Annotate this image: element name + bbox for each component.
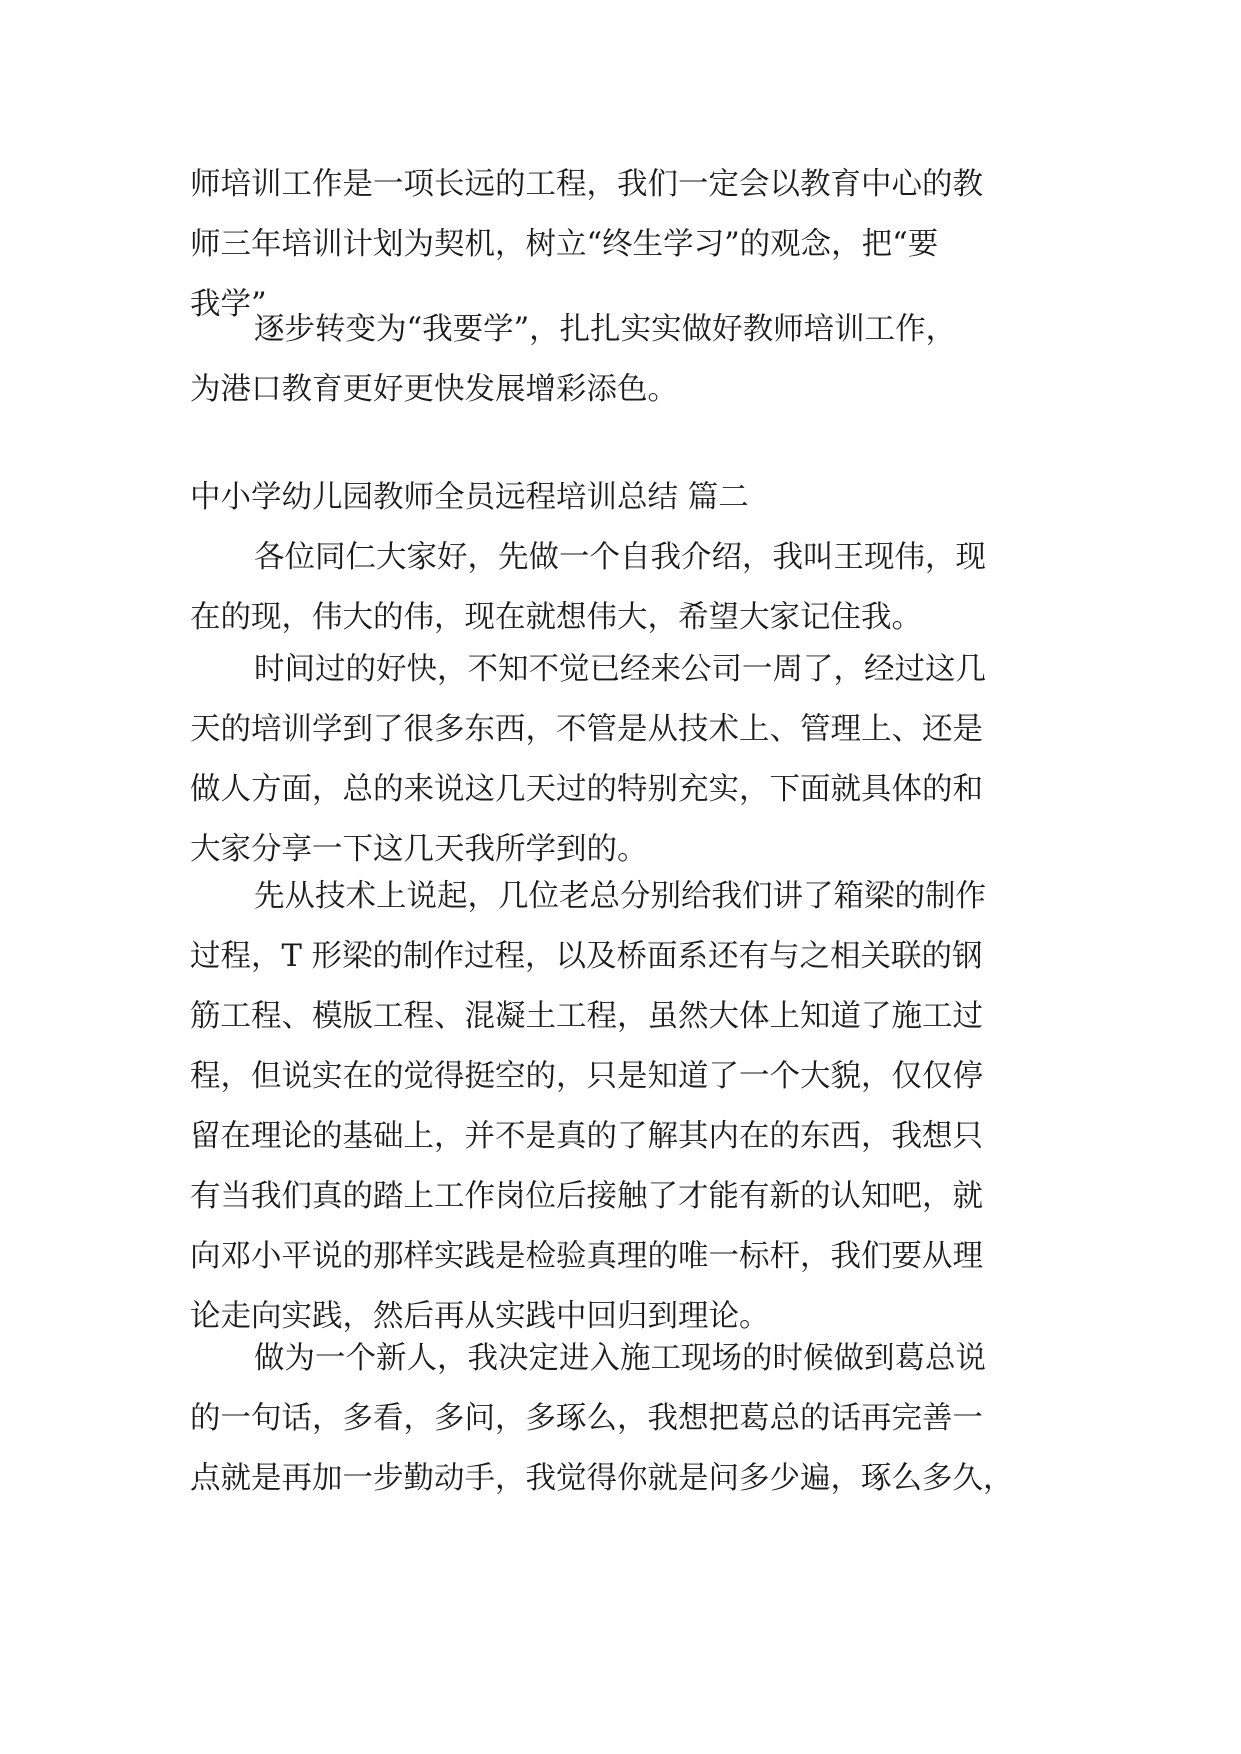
text-line: 有当我们真的踏上工作岗位后接触了才能有新的认知吧，就: [190, 1179, 983, 1214]
text-line: 做人方面，总的来说这几天过的特别充实，下面就具体的和: [190, 772, 983, 807]
text-line: 点就是再加一步勤动手，我觉得你就是问多少遍，琢么多久，: [190, 1461, 1014, 1496]
text-line: 师培训工作是一项长远的工程，我们一定会以教育中心的教: [190, 167, 983, 202]
text-line: 筋工程、模版工程、混凝土工程，虽然大体上知道了施工过: [190, 999, 983, 1034]
text-line: 先从技术上说起，几位老总分别给我们讲了箱梁的制作: [254, 879, 986, 914]
paragraph-intro: [190, 528, 1050, 648]
paragraph-time: [190, 640, 1050, 880]
text-line: 逐步转变为“我要学”，扎扎实实做好教师培训工作，: [254, 312, 957, 347]
text-line: 师三年培训计划为契机，树立“终生学习”的观念，把“要: [190, 227, 939, 262]
text-line: 论走向实践，然后再从实践中回归到理论。: [190, 1299, 770, 1334]
text-line: 过程，T 形梁的制作过程，以及桥面系还有与之相关联的钢: [190, 939, 983, 974]
section-heading: 中小学幼儿园教师全员远程培训总结 篇二: [190, 480, 749, 515]
text-line: 留在理论的基础上，并不是真的了解其内在的东西，我想只: [190, 1119, 983, 1154]
text-line: 大家分享一下这几天我所学到的。: [190, 832, 648, 867]
text-line: 的一句话，多看，多问，多琢么，我想把葛总的话再完善一: [190, 1401, 983, 1436]
paragraph-newcomer: [190, 1329, 1050, 1509]
text-line: 天的培训学到了很多东西，不管是从技术上、管理上、还是: [190, 712, 983, 747]
text-line: 向邓小平说的那样实践是检验真理的唯一标杆，我们要从理: [190, 1239, 983, 1274]
text-line: 程，但说实在的觉得挺空的，只是知道了一个大貌，仅仅停: [190, 1059, 983, 1094]
text-line: 我学”: [190, 287, 267, 322]
text-line: 为港口教育更好更快发展增彩添色。: [190, 372, 678, 407]
section-heading-block: [190, 468, 1050, 528]
text-line: 时间过的好快，不知不觉已经来公司一周了，经过这几: [254, 652, 986, 687]
text-line: 各位同仁大家好，先做一个自我介绍，我叫王现伟，现: [254, 540, 986, 575]
text-line: 做为一个新人，我决定进入施工现场的时候做到葛总说: [254, 1341, 986, 1376]
paragraph-technology: [190, 867, 1050, 1347]
text-line: 在的现，伟大的伟，现在就想伟大，希望大家记住我。: [190, 600, 922, 635]
paragraph-transform: [190, 300, 1050, 420]
